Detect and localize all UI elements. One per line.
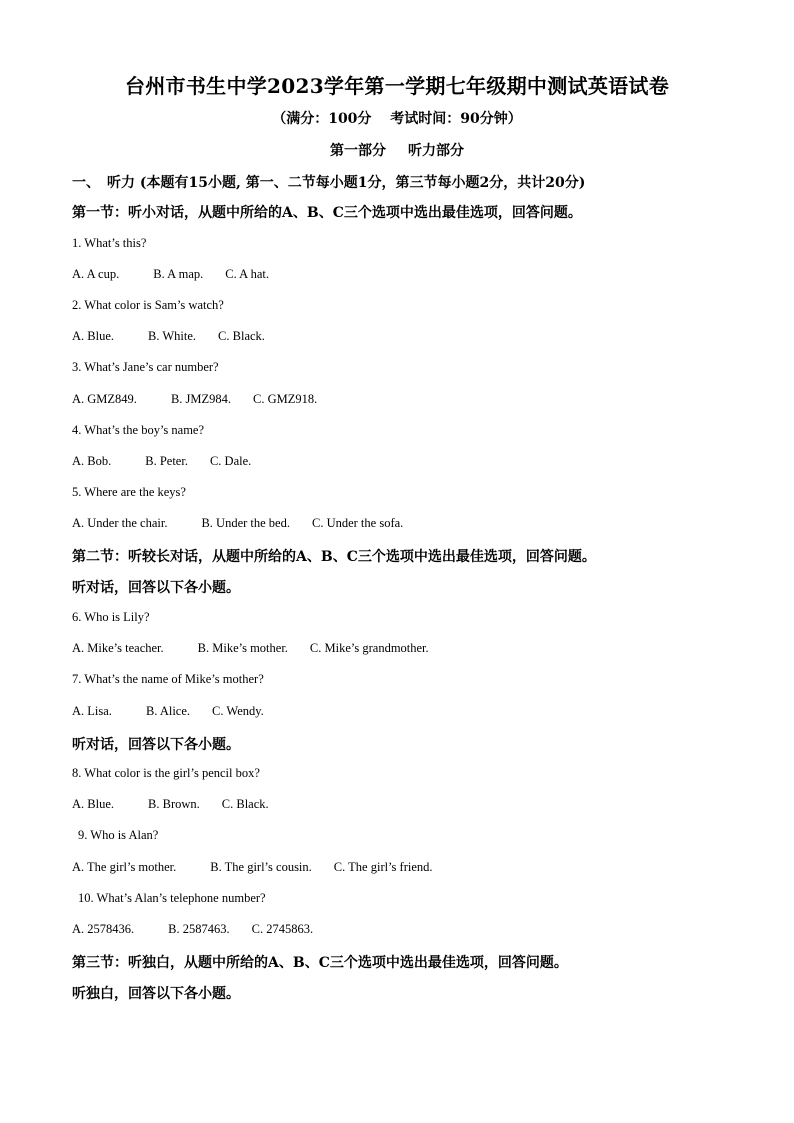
- option-10-b: B. 2587463.: [168, 922, 230, 936]
- question-4: 4. What’s the boy’s name?: [72, 423, 205, 437]
- option-10-a: A. 2578436.: [72, 922, 135, 936]
- listen-dialog-heading-2: 听对话，回答以下各小题。: [72, 737, 240, 753]
- option-6-b: B. Mike’s mother.: [197, 641, 288, 655]
- question-7: 7. What’s the name of Mike’s mother?: [72, 672, 264, 686]
- section-header: 一、 听力 (本题有15小题, 第一、二节每小题1分，第三节每小题2分，共计20分): [72, 175, 586, 191]
- option-6-c: C. Mike’s grandmother.: [309, 641, 429, 655]
- option-4-b: B. Peter.: [145, 454, 188, 468]
- options-3: [72, 392, 794, 407]
- option-2-c: C. Black.: [218, 329, 265, 343]
- options-6: [72, 641, 794, 656]
- option-2-a: A. Blue.: [72, 329, 115, 343]
- options-9: [72, 860, 794, 875]
- option-5-b: B. Under the bed.: [201, 516, 290, 530]
- options-1: [72, 267, 794, 282]
- option-1-a: A. A cup.: [72, 267, 120, 281]
- option-3-a: A. GMZ849.: [72, 392, 137, 406]
- option-7-a: A. Lisa.: [72, 704, 112, 718]
- option-9-b: B. The girl’s cousin.: [210, 860, 312, 874]
- exam-subtitle: （满分：100分 考试时间：90分钟）: [272, 111, 522, 127]
- options-2: [72, 329, 794, 344]
- listen-dialog-heading-1: 听对话，回答以下各小题。: [72, 580, 240, 596]
- question-6: 6. Who is Lily?: [72, 610, 150, 624]
- options-8: [72, 797, 794, 812]
- question-9: 9. Who is Alan?: [78, 828, 159, 842]
- option-1-c: C. A hat.: [225, 267, 270, 281]
- section3-instruction: 第三节：听独白，从题中所给的A、B、C三个选项中选出最佳选项，回答问题。: [72, 955, 568, 971]
- option-8-a: A. Blue.: [72, 797, 115, 811]
- section2-instruction: 第二节：听较长对话，从题中所给的A、B、C三个选项中选出最佳选项，回答问题。: [72, 549, 596, 565]
- question-3: 3. What’s Jane’s car number?: [72, 360, 219, 374]
- part-name: 第一部分: [330, 143, 386, 159]
- part-label: 听力部分: [408, 143, 464, 159]
- question-1: 1. What’s this?: [72, 236, 147, 250]
- option-3-b: B. JMZ984.: [170, 392, 232, 406]
- question-2: 2. What color is Sam’s watch?: [72, 298, 224, 312]
- option-3-c: C. GMZ918.: [253, 392, 318, 406]
- options-10: [72, 922, 794, 937]
- option-5-a: A. Under the chair.: [72, 516, 168, 530]
- option-9-a: A. The girl’s mother.: [72, 860, 177, 874]
- option-5-c: C. Under the sofa.: [311, 516, 404, 530]
- question-10: 10. What’s Alan’s telephone number?: [78, 891, 266, 905]
- question-8: 8. What color is the girl’s pencil box?: [72, 766, 260, 780]
- options-5: [72, 516, 794, 531]
- option-1-b: B. A map.: [153, 267, 204, 281]
- option-6-a: A. Mike’s teacher.: [72, 641, 164, 655]
- option-9-c: C. The girl’s friend.: [333, 860, 433, 874]
- option-7-c: C. Wendy.: [212, 704, 264, 718]
- options-7: [72, 704, 794, 719]
- option-7-b: B. Alice.: [145, 704, 191, 718]
- option-8-c: C. Black.: [221, 797, 269, 811]
- option-2-b: B. White.: [148, 329, 197, 343]
- option-4-a: A. Bob.: [72, 454, 112, 468]
- option-4-c: C. Dale.: [209, 454, 252, 468]
- listen-monologue-heading: 听独白，回答以下各小题。: [72, 986, 240, 1002]
- exam-title: 台州市书生中学2023学年第一学期七年级期中测试英语试卷: [124, 74, 670, 98]
- options-4: [72, 454, 794, 469]
- section1-instruction: 第一节：听小对话，从题中所给的A、B、C三个选项中选出最佳选项，回答问题。: [72, 205, 582, 221]
- option-8-b: B. Brown.: [148, 797, 200, 811]
- option-10-c: C. 2745863.: [251, 922, 314, 936]
- part-heading: [0, 140, 794, 160]
- question-5: 5. Where are the keys?: [72, 485, 186, 499]
